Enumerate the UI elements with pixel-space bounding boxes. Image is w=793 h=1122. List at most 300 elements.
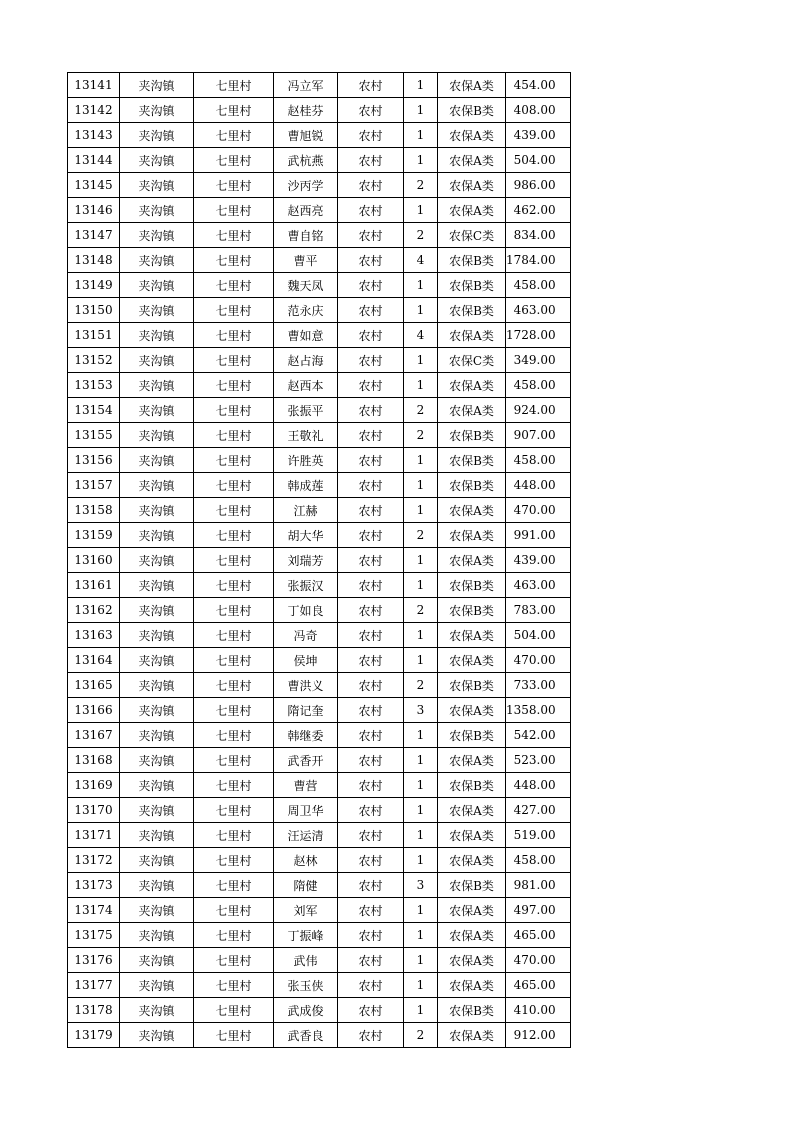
person-count-cell: 2 <box>404 173 438 198</box>
town-cell: 夹沟镇 <box>120 273 194 298</box>
insurance-category-cell: 农保A类 <box>438 748 506 773</box>
insurance-category-cell: 农保A类 <box>438 173 506 198</box>
insurance-category-cell: 农保A类 <box>438 73 506 98</box>
name-cell: 冯奇 <box>274 623 338 648</box>
amount-cell: 454.00 <box>506 73 571 98</box>
table-row <box>68 548 571 573</box>
insurance-category-cell: 农保C类 <box>438 223 506 248</box>
village-cell: 七里村 <box>194 973 274 998</box>
town-cell: 夹沟镇 <box>120 848 194 873</box>
village-cell: 七里村 <box>194 848 274 873</box>
name-cell: 许胜英 <box>274 448 338 473</box>
row-id-cell: 13170 <box>68 798 120 823</box>
village-cell: 七里村 <box>194 273 274 298</box>
amount-cell: 504.00 <box>506 148 571 173</box>
village-cell: 七里村 <box>194 748 274 773</box>
town-cell: 夹沟镇 <box>120 223 194 248</box>
household-type-cell: 农村 <box>338 323 404 348</box>
name-cell: 赵桂芬 <box>274 98 338 123</box>
household-type-cell: 农村 <box>338 173 404 198</box>
row-id-cell: 13166 <box>68 698 120 723</box>
amount-cell: 907.00 <box>506 423 571 448</box>
table-row <box>68 348 571 373</box>
insurance-category-cell: 农保B类 <box>438 873 506 898</box>
village-cell: 七里村 <box>194 98 274 123</box>
town-cell: 夹沟镇 <box>120 373 194 398</box>
village-cell: 七里村 <box>194 473 274 498</box>
amount-cell: 458.00 <box>506 448 571 473</box>
insurance-category-cell: 农保A类 <box>438 923 506 948</box>
amount-cell: 448.00 <box>506 473 571 498</box>
name-cell: 赵西本 <box>274 373 338 398</box>
village-cell: 七里村 <box>194 423 274 448</box>
person-count-cell: 1 <box>404 573 438 598</box>
town-cell: 夹沟镇 <box>120 548 194 573</box>
table-row <box>68 773 571 798</box>
town-cell: 夹沟镇 <box>120 73 194 98</box>
person-count-cell: 2 <box>404 423 438 448</box>
person-count-cell: 1 <box>404 448 438 473</box>
household-type-cell: 农村 <box>338 598 404 623</box>
amount-cell: 1728.00 <box>506 323 571 348</box>
table-row <box>68 498 571 523</box>
insurance-category-cell: 农保A类 <box>438 798 506 823</box>
household-type-cell: 农村 <box>338 848 404 873</box>
person-count-cell: 1 <box>404 298 438 323</box>
town-cell: 夹沟镇 <box>120 648 194 673</box>
row-id-cell: 13158 <box>68 498 120 523</box>
household-type-cell: 农村 <box>338 423 404 448</box>
row-id-cell: 13151 <box>68 323 120 348</box>
household-type-cell: 农村 <box>338 573 404 598</box>
person-count-cell: 1 <box>404 648 438 673</box>
town-cell: 夹沟镇 <box>120 948 194 973</box>
row-id-cell: 13159 <box>68 523 120 548</box>
insurance-category-cell: 农保A类 <box>438 323 506 348</box>
insurance-category-cell: 农保B类 <box>438 573 506 598</box>
table-row <box>68 423 571 448</box>
town-cell: 夹沟镇 <box>120 323 194 348</box>
row-id-cell: 13141 <box>68 73 120 98</box>
name-cell: 武杭燕 <box>274 148 338 173</box>
insurance-category-cell: 农保A类 <box>438 498 506 523</box>
village-cell: 七里村 <box>194 498 274 523</box>
household-type-cell: 农村 <box>338 98 404 123</box>
row-id-cell: 13164 <box>68 648 120 673</box>
amount-cell: 408.00 <box>506 98 571 123</box>
village-cell: 七里村 <box>194 373 274 398</box>
row-id-cell: 13178 <box>68 998 120 1023</box>
table-row <box>68 873 571 898</box>
household-type-cell: 农村 <box>338 1023 404 1048</box>
name-cell: 武伟 <box>274 948 338 973</box>
household-type-cell: 农村 <box>338 648 404 673</box>
table-body <box>68 73 571 1048</box>
town-cell: 夹沟镇 <box>120 748 194 773</box>
amount-cell: 519.00 <box>506 823 571 848</box>
household-type-cell: 农村 <box>338 548 404 573</box>
insurance-category-cell: 农保A类 <box>438 548 506 573</box>
insurance-category-cell: 农保A类 <box>438 623 506 648</box>
insurance-category-cell: 农保A类 <box>438 898 506 923</box>
household-type-cell: 农村 <box>338 523 404 548</box>
name-cell: 丁如良 <box>274 598 338 623</box>
town-cell: 夹沟镇 <box>120 898 194 923</box>
village-cell: 七里村 <box>194 523 274 548</box>
amount-cell: 783.00 <box>506 598 571 623</box>
name-cell: 赵占海 <box>274 348 338 373</box>
row-id-cell: 13153 <box>68 373 120 398</box>
person-count-cell: 1 <box>404 273 438 298</box>
row-id-cell: 13161 <box>68 573 120 598</box>
name-cell: 隋记奎 <box>274 698 338 723</box>
village-cell: 七里村 <box>194 573 274 598</box>
table-row <box>68 298 571 323</box>
amount-cell: 470.00 <box>506 498 571 523</box>
village-cell: 七里村 <box>194 673 274 698</box>
amount-cell: 349.00 <box>506 348 571 373</box>
village-cell: 七里村 <box>194 898 274 923</box>
row-id-cell: 13167 <box>68 723 120 748</box>
insurance-category-cell: 农保B类 <box>438 998 506 1023</box>
name-cell: 丁振峰 <box>274 923 338 948</box>
row-id-cell: 13169 <box>68 773 120 798</box>
row-id-cell: 13156 <box>68 448 120 473</box>
amount-cell: 497.00 <box>506 898 571 923</box>
name-cell: 武香良 <box>274 1023 338 1048</box>
person-count-cell: 3 <box>404 698 438 723</box>
name-cell: 曹营 <box>274 773 338 798</box>
amount-cell: 504.00 <box>506 623 571 648</box>
table-row <box>68 173 571 198</box>
person-count-cell: 1 <box>404 948 438 973</box>
village-cell: 七里村 <box>194 198 274 223</box>
name-cell: 张玉侠 <box>274 973 338 998</box>
name-cell: 范永庆 <box>274 298 338 323</box>
row-id-cell: 13142 <box>68 98 120 123</box>
row-id-cell: 13171 <box>68 823 120 848</box>
table-row <box>68 223 571 248</box>
insurance-category-cell: 农保B类 <box>438 673 506 698</box>
household-type-cell: 农村 <box>338 448 404 473</box>
person-count-cell: 2 <box>404 673 438 698</box>
row-id-cell: 13144 <box>68 148 120 173</box>
village-cell: 七里村 <box>194 223 274 248</box>
person-count-cell: 1 <box>404 73 438 98</box>
town-cell: 夹沟镇 <box>120 698 194 723</box>
row-id-cell: 13150 <box>68 298 120 323</box>
name-cell: 刘军 <box>274 898 338 923</box>
row-id-cell: 13160 <box>68 548 120 573</box>
person-count-cell: 1 <box>404 98 438 123</box>
person-count-cell: 1 <box>404 548 438 573</box>
row-id-cell: 13147 <box>68 223 120 248</box>
row-id-cell: 13163 <box>68 623 120 648</box>
person-count-cell: 1 <box>404 798 438 823</box>
village-cell: 七里村 <box>194 998 274 1023</box>
row-id-cell: 13175 <box>68 923 120 948</box>
amount-cell: 1358.00 <box>506 698 571 723</box>
person-count-cell: 1 <box>404 623 438 648</box>
name-cell: 曹自铭 <box>274 223 338 248</box>
row-id-cell: 13148 <box>68 248 120 273</box>
household-type-cell: 农村 <box>338 223 404 248</box>
amount-cell: 523.00 <box>506 748 571 773</box>
table-row <box>68 623 571 648</box>
village-cell: 七里村 <box>194 598 274 623</box>
town-cell: 夹沟镇 <box>120 423 194 448</box>
table-row <box>68 248 571 273</box>
name-cell: 侯坤 <box>274 648 338 673</box>
amount-cell: 1784.00 <box>506 248 571 273</box>
amount-cell: 542.00 <box>506 723 571 748</box>
household-type-cell: 农村 <box>338 623 404 648</box>
household-type-cell: 农村 <box>338 673 404 698</box>
amount-cell: 986.00 <box>506 173 571 198</box>
town-cell: 夹沟镇 <box>120 773 194 798</box>
household-type-cell: 农村 <box>338 73 404 98</box>
person-count-cell: 2 <box>404 223 438 248</box>
name-cell: 周卫华 <box>274 798 338 823</box>
household-type-cell: 农村 <box>338 348 404 373</box>
table-row <box>68 898 571 923</box>
town-cell: 夹沟镇 <box>120 348 194 373</box>
table-row <box>68 823 571 848</box>
household-type-cell: 农村 <box>338 298 404 323</box>
household-type-cell: 农村 <box>338 373 404 398</box>
person-count-cell: 1 <box>404 373 438 398</box>
person-count-cell: 1 <box>404 773 438 798</box>
insurance-category-cell: 农保B类 <box>438 248 506 273</box>
amount-cell: 981.00 <box>506 873 571 898</box>
town-cell: 夹沟镇 <box>120 298 194 323</box>
row-id-cell: 13162 <box>68 598 120 623</box>
name-cell: 王敬礼 <box>274 423 338 448</box>
name-cell: 张振汉 <box>274 573 338 598</box>
row-id-cell: 13143 <box>68 123 120 148</box>
insurance-category-cell: 农保A类 <box>438 398 506 423</box>
row-id-cell: 13155 <box>68 423 120 448</box>
insurance-category-cell: 农保B类 <box>438 598 506 623</box>
village-cell: 七里村 <box>194 923 274 948</box>
village-cell: 七里村 <box>194 123 274 148</box>
table-row <box>68 123 571 148</box>
person-count-cell: 1 <box>404 498 438 523</box>
table-row <box>68 748 571 773</box>
town-cell: 夹沟镇 <box>120 573 194 598</box>
table-row <box>68 698 571 723</box>
person-count-cell: 1 <box>404 723 438 748</box>
table-row <box>68 998 571 1023</box>
name-cell: 刘瑞芳 <box>274 548 338 573</box>
village-cell: 七里村 <box>194 298 274 323</box>
village-cell: 七里村 <box>194 873 274 898</box>
household-type-cell: 农村 <box>338 198 404 223</box>
household-type-cell: 农村 <box>338 823 404 848</box>
row-id-cell: 13145 <box>68 173 120 198</box>
household-type-cell: 农村 <box>338 898 404 923</box>
person-count-cell: 1 <box>404 348 438 373</box>
name-cell: 曹如意 <box>274 323 338 348</box>
household-type-cell: 农村 <box>338 998 404 1023</box>
name-cell: 曹旭锐 <box>274 123 338 148</box>
town-cell: 夹沟镇 <box>120 723 194 748</box>
person-count-cell: 1 <box>404 473 438 498</box>
household-type-cell: 农村 <box>338 748 404 773</box>
insurance-category-cell: 农保B类 <box>438 723 506 748</box>
village-cell: 七里村 <box>194 248 274 273</box>
town-cell: 夹沟镇 <box>120 123 194 148</box>
village-cell: 七里村 <box>194 323 274 348</box>
insurance-category-cell: 农保B类 <box>438 273 506 298</box>
row-id-cell: 13165 <box>68 673 120 698</box>
household-type-cell: 农村 <box>338 723 404 748</box>
name-cell: 韩继委 <box>274 723 338 748</box>
name-cell: 赵林 <box>274 848 338 873</box>
town-cell: 夹沟镇 <box>120 873 194 898</box>
household-type-cell: 农村 <box>338 773 404 798</box>
person-count-cell: 1 <box>404 973 438 998</box>
insurance-category-cell: 农保B类 <box>438 473 506 498</box>
row-id-cell: 13154 <box>68 398 120 423</box>
amount-cell: 463.00 <box>506 298 571 323</box>
insurance-category-cell: 农保A类 <box>438 148 506 173</box>
town-cell: 夹沟镇 <box>120 798 194 823</box>
amount-cell: 912.00 <box>506 1023 571 1048</box>
village-cell: 七里村 <box>194 548 274 573</box>
name-cell: 曹洪义 <box>274 673 338 698</box>
town-cell: 夹沟镇 <box>120 398 194 423</box>
person-count-cell: 1 <box>404 123 438 148</box>
table-row <box>68 923 571 948</box>
amount-cell: 458.00 <box>506 273 571 298</box>
insurance-category-cell: 农保A类 <box>438 198 506 223</box>
name-cell: 武成俊 <box>274 998 338 1023</box>
household-type-cell: 农村 <box>338 798 404 823</box>
row-id-cell: 13168 <box>68 748 120 773</box>
amount-cell: 458.00 <box>506 848 571 873</box>
village-cell: 七里村 <box>194 773 274 798</box>
insurance-category-cell: 农保C类 <box>438 348 506 373</box>
person-count-cell: 4 <box>404 323 438 348</box>
town-cell: 夹沟镇 <box>120 1023 194 1048</box>
insurance-category-cell: 农保A类 <box>438 823 506 848</box>
row-id-cell: 13179 <box>68 1023 120 1048</box>
row-id-cell: 13174 <box>68 898 120 923</box>
name-cell: 魏天凤 <box>274 273 338 298</box>
household-type-cell: 农村 <box>338 973 404 998</box>
person-count-cell: 1 <box>404 998 438 1023</box>
village-cell: 七里村 <box>194 798 274 823</box>
person-count-cell: 1 <box>404 748 438 773</box>
household-type-cell: 农村 <box>338 873 404 898</box>
table-row <box>68 373 571 398</box>
person-count-cell: 1 <box>404 923 438 948</box>
row-id-cell: 13157 <box>68 473 120 498</box>
insurance-category-cell: 农保A类 <box>438 848 506 873</box>
town-cell: 夹沟镇 <box>120 473 194 498</box>
village-cell: 七里村 <box>194 448 274 473</box>
town-cell: 夹沟镇 <box>120 923 194 948</box>
name-cell: 冯立军 <box>274 73 338 98</box>
table-row <box>68 398 571 423</box>
village-cell: 七里村 <box>194 73 274 98</box>
row-id-cell: 13146 <box>68 198 120 223</box>
insurance-category-cell: 农保A类 <box>438 373 506 398</box>
town-cell: 夹沟镇 <box>120 98 194 123</box>
amount-cell: 462.00 <box>506 198 571 223</box>
household-type-cell: 农村 <box>338 473 404 498</box>
row-id-cell: 13173 <box>68 873 120 898</box>
amount-cell: 458.00 <box>506 373 571 398</box>
insurance-category-cell: 农保B类 <box>438 423 506 448</box>
person-count-cell: 1 <box>404 848 438 873</box>
town-cell: 夹沟镇 <box>120 998 194 1023</box>
insurance-category-cell: 农保A类 <box>438 648 506 673</box>
town-cell: 夹沟镇 <box>120 498 194 523</box>
name-cell: 张振平 <box>274 398 338 423</box>
row-id-cell: 13176 <box>68 948 120 973</box>
data-table <box>67 72 571 1048</box>
village-cell: 七里村 <box>194 948 274 973</box>
name-cell: 武香开 <box>274 748 338 773</box>
table-row <box>68 573 571 598</box>
amount-cell: 465.00 <box>506 923 571 948</box>
household-type-cell: 农村 <box>338 698 404 723</box>
table-row <box>68 948 571 973</box>
table-row <box>68 848 571 873</box>
person-count-cell: 1 <box>404 148 438 173</box>
village-cell: 七里村 <box>194 623 274 648</box>
table-row <box>68 1023 571 1048</box>
household-type-cell: 农村 <box>338 498 404 523</box>
amount-cell: 470.00 <box>506 948 571 973</box>
insurance-category-cell: 农保A类 <box>438 973 506 998</box>
table-row <box>68 673 571 698</box>
household-type-cell: 农村 <box>338 123 404 148</box>
row-id-cell: 13177 <box>68 973 120 998</box>
town-cell: 夹沟镇 <box>120 198 194 223</box>
insurance-category-cell: 农保A类 <box>438 523 506 548</box>
household-type-cell: 农村 <box>338 923 404 948</box>
table-row <box>68 598 571 623</box>
village-cell: 七里村 <box>194 398 274 423</box>
amount-cell: 924.00 <box>506 398 571 423</box>
household-type-cell: 农村 <box>338 248 404 273</box>
row-id-cell: 13152 <box>68 348 120 373</box>
table-row <box>68 198 571 223</box>
name-cell: 胡大华 <box>274 523 338 548</box>
household-type-cell: 农村 <box>338 148 404 173</box>
town-cell: 夹沟镇 <box>120 598 194 623</box>
amount-cell: 448.00 <box>506 773 571 798</box>
household-type-cell: 农村 <box>338 273 404 298</box>
name-cell: 韩成莲 <box>274 473 338 498</box>
name-cell: 江赫 <box>274 498 338 523</box>
name-cell: 隋健 <box>274 873 338 898</box>
person-count-cell: 2 <box>404 598 438 623</box>
table-row <box>68 73 571 98</box>
village-cell: 七里村 <box>194 148 274 173</box>
table-row <box>68 323 571 348</box>
table-row <box>68 798 571 823</box>
table-row <box>68 473 571 498</box>
person-count-cell: 1 <box>404 198 438 223</box>
row-id-cell: 13172 <box>68 848 120 873</box>
amount-cell: 465.00 <box>506 973 571 998</box>
town-cell: 夹沟镇 <box>120 823 194 848</box>
amount-cell: 991.00 <box>506 523 571 548</box>
